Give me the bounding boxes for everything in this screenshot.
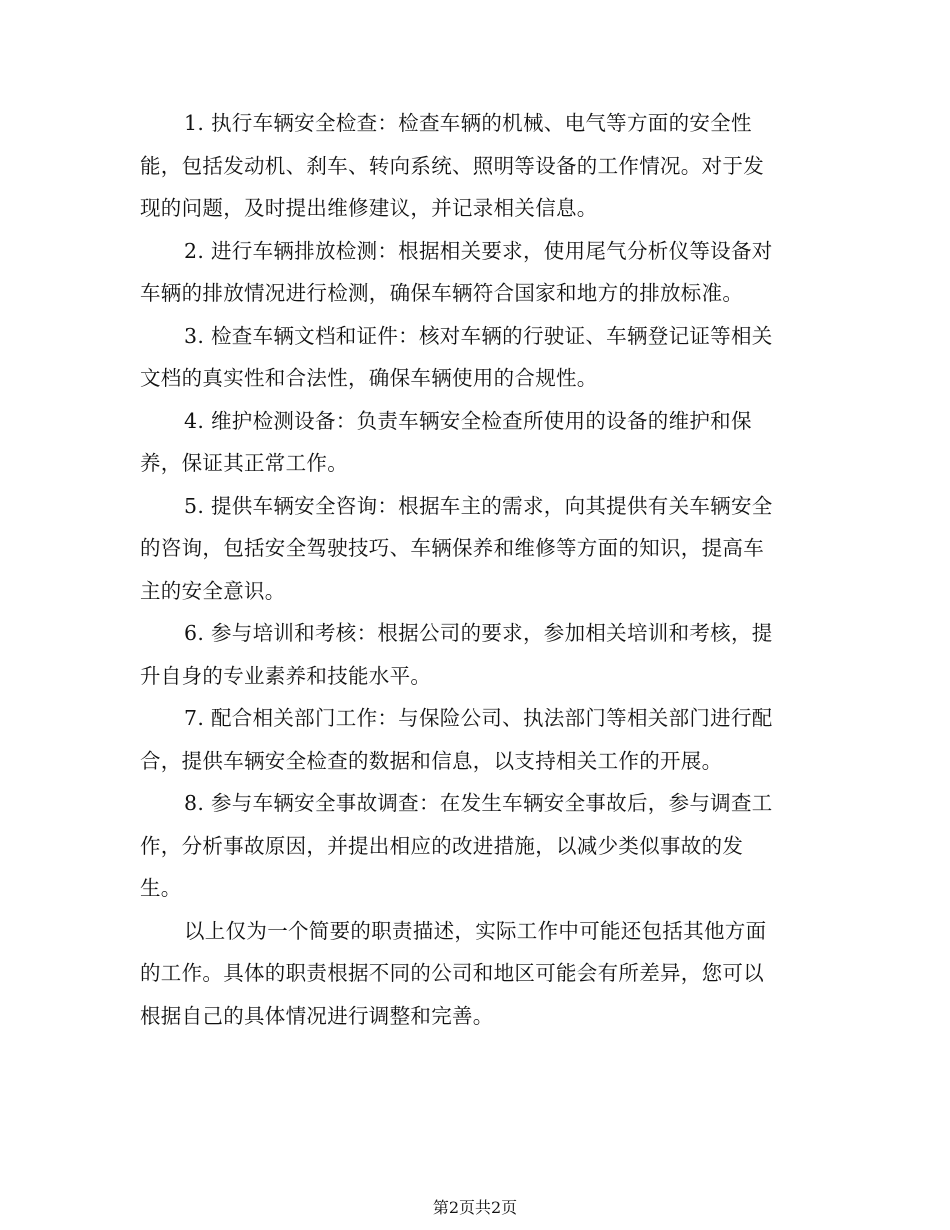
text-line: 的咨询，包括安全驾驶技巧、车辆保养和维修等方面的知识，提高车 <box>140 536 764 560</box>
text-line: 5. 提供车辆安全咨询：根据车主的需求，向其提供有关车辆安全 <box>184 493 773 518</box>
text-line: 1. 执行车辆安全检查：检查车辆的机械、电气等方面的安全性 <box>184 111 752 135</box>
text-line: 以上仅为一个简要的职责描述，实际工作中可能还包括其他方面 <box>184 918 767 943</box>
text-line: 2. 进行车辆排放检测：根据相关要求，使用尾气分析仪等设备对 <box>184 238 773 263</box>
document-body <box>140 102 812 1037</box>
text-line: 升自身的专业素养和技能水平。 <box>140 663 432 688</box>
text-line: 4. 维护检测设备：负责车辆安全检查所使用的设备的维护和保 <box>184 408 752 433</box>
text-line: 主的安全意识。 <box>140 578 286 603</box>
text-line: 现的问题，及时提出维修建议，并记录相关信息。 <box>140 196 598 220</box>
text-line: 能，包括发动机、刹车、转向系统、照明等设备的工作情况。对于发 <box>140 153 764 178</box>
text-line: 的工作。具体的职责根据不同的公司和地区可能会有所差异，您可以 <box>140 961 764 985</box>
text-line: 车辆的排放情况进行检测，确保车辆符合国家和地方的排放标准。 <box>140 281 744 305</box>
text-line: 合，提供车辆安全检查的数据和信息，以支持相关工作的开展。 <box>140 748 723 773</box>
text-line: 8. 参与车辆安全事故调查：在发生车辆安全事故后，参与调查工 <box>184 791 773 815</box>
text-line: 养，保证其正常工作。 <box>140 451 348 475</box>
text-line: 生。 <box>140 876 182 900</box>
text-line: 7. 配合相关部门工作：与保险公司、执法部门等相关部门进行配 <box>184 706 773 730</box>
text-line: 根据自己的具体情况进行调整和完善。 <box>140 1003 494 1028</box>
text-line: 6. 参与培训和考核：根据公司的要求，参加相关培训和考核，提 <box>184 621 773 645</box>
text-line: 文档的真实性和合法性，确保车辆使用的合规性。 <box>140 366 598 390</box>
text-line: 作，分析事故原因，并提出相应的改进措施，以减少类似事故的发 <box>140 833 744 858</box>
page-number-footer: 第2页共2页 <box>432 1198 518 1217</box>
text-line: 3. 检查车辆文档和证件：核对车辆的行驶证、车辆登记证等相关 <box>184 323 773 348</box>
